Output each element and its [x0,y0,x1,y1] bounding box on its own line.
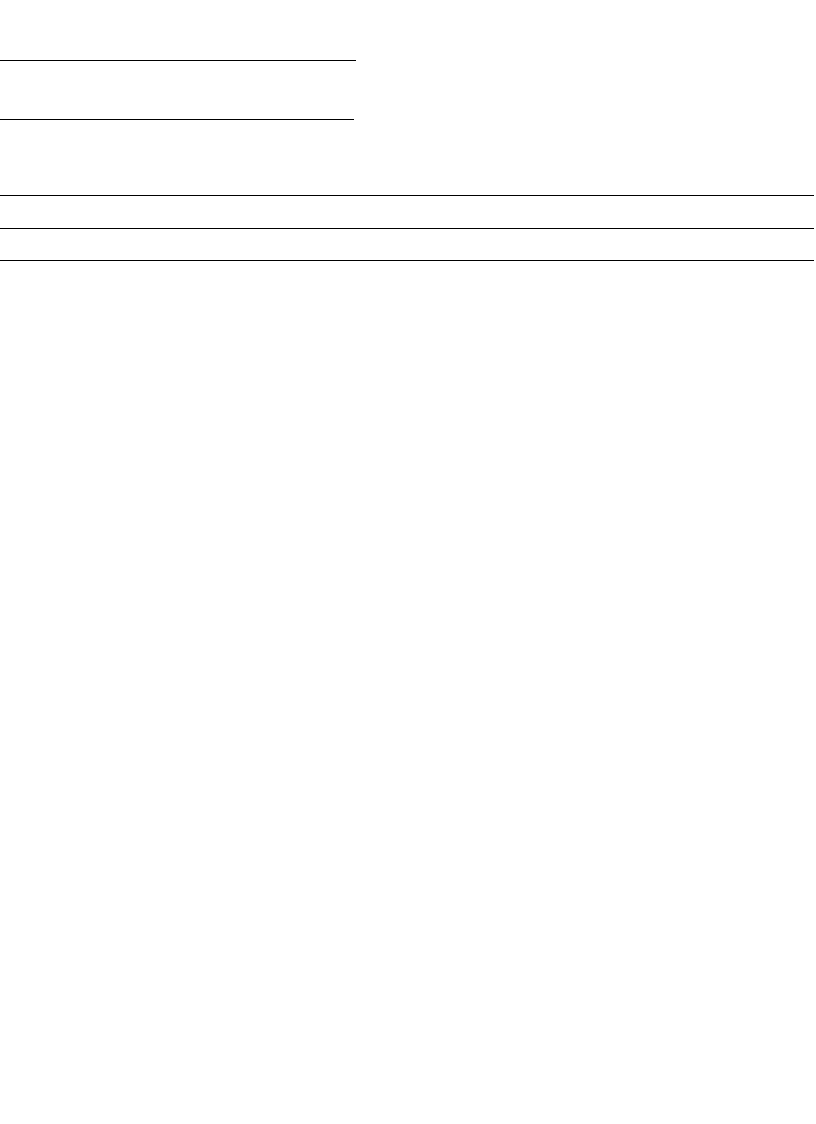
exercise-4-line-1 [0,2,4,23]
answer-blank[interactable] [0,103,354,120]
answer-blank[interactable] [0,44,356,61]
exercise-5-line-2 [0,103,354,125]
answer-line[interactable] [0,260,814,261]
answer-line[interactable] [0,195,814,196]
exercise-4-line-3 [0,44,356,66]
answer-line[interactable] [0,228,814,229]
